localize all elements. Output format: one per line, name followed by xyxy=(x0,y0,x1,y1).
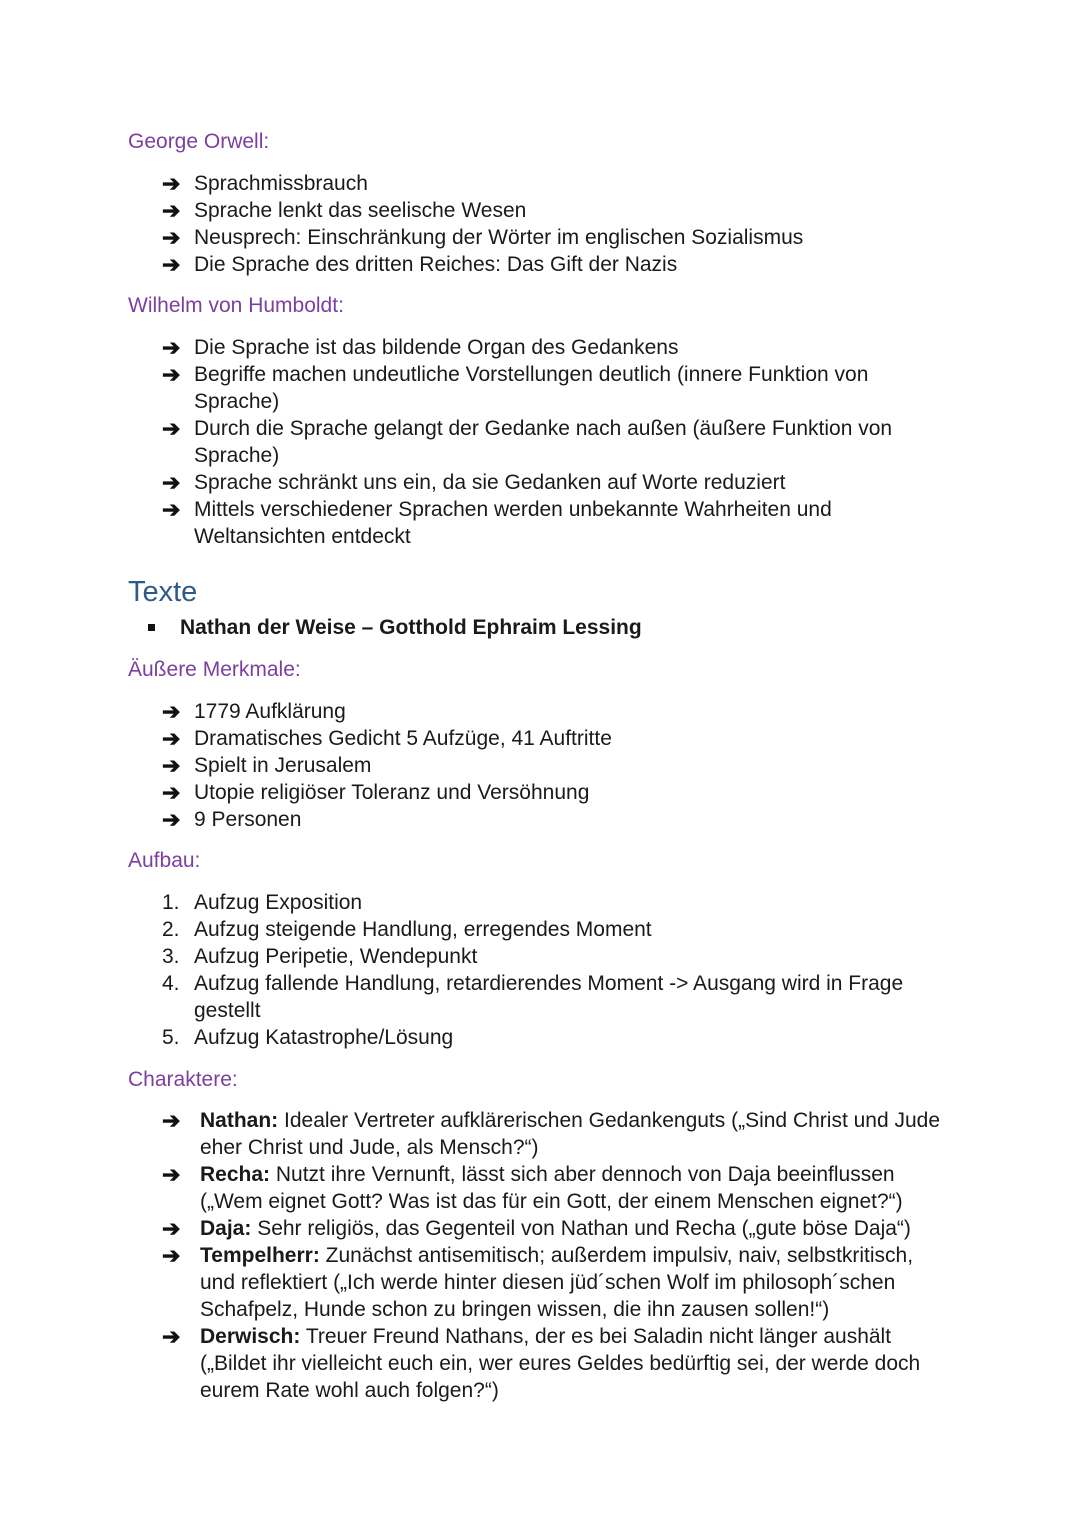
list-item: ➔ Tempelherr: Zunächst antisemitisch; außerdem impulsiv, naiv, selbstkritisch, und reflektiert („Ich werde hinter diesen jüd´schen Wolf im philosoph´schen Schafpelz, Hunde schon zu bringen wissen, die ihn zausen sollen!“) xyxy=(162,1243,914,1321)
heading-charaktere: Charaktere: xyxy=(128,1068,238,1091)
arrow-right-icon: ➔ xyxy=(162,753,181,778)
list-item: ➔ Begriffe machen undeutliche Vorstellungen deutlich (innere Funktion von Sprache) xyxy=(162,362,869,413)
heading-texte: Texte xyxy=(128,576,198,608)
list-item: ➔ Die Sprache des dritten Reiches: Das Gift der Nazis xyxy=(162,252,678,277)
list-item: 3. Aufzug Peripetie, Wendepunkt xyxy=(162,945,478,968)
square-bullet-icon xyxy=(148,624,155,631)
heading-humboldt: Wilhelm von Humboldt: xyxy=(128,294,344,317)
arrow-right-icon: ➔ xyxy=(162,699,181,724)
arrow-right-icon: ➔ xyxy=(162,497,181,522)
list-item: ➔ Sprache lenkt das seelische Wesen xyxy=(162,198,527,223)
list-item: ➔ 1779 Aufklärung xyxy=(162,699,346,724)
heading-orwell: George Orwell: xyxy=(128,130,270,153)
arrow-right-icon: ➔ xyxy=(162,362,181,387)
list-item: 1. Aufzug Exposition xyxy=(162,891,363,914)
list-item: ➔ Durch die Sprache gelangt der Gedanke nach außen (äußere Funktion von Sprache) xyxy=(162,416,893,467)
list-aufbau xyxy=(162,889,942,1051)
arrow-right-icon: ➔ xyxy=(162,1216,181,1241)
arrow-right-icon: ➔ xyxy=(162,1243,181,1268)
arrow-right-icon: ➔ xyxy=(162,726,181,751)
arrow-right-icon: ➔ xyxy=(162,780,181,805)
list-item: ➔ Daja: Sehr religiös, das Gegenteil von Nathan und Recha („gute böse Daja“) xyxy=(162,1216,911,1241)
list-item: 4. Aufzug fallende Handlung, retardierendes Moment -> Ausgang wird in Frage gestellt xyxy=(162,972,904,1022)
list-item: ➔ Sprache schränkt uns ein, da sie Gedanken auf Worte reduziert xyxy=(162,470,786,495)
list-item: 5. Aufzug Katastrophe/Lösung xyxy=(162,1026,454,1049)
arrow-right-icon: ➔ xyxy=(162,335,181,360)
list-item: 2. Aufzug steigende Handlung, erregendes Moment xyxy=(162,918,652,941)
arrow-right-icon: ➔ xyxy=(162,807,181,832)
arrow-right-icon: ➔ xyxy=(162,198,181,223)
list-item: ➔ Utopie religiöser Toleranz und Versöhnung xyxy=(162,780,590,805)
list-item: ➔ Nathan: Idealer Vertreter aufklärerischen Gedankenguts („Sind Christ und Jude eher Christ und Jude, als Mensch?“) xyxy=(162,1108,941,1159)
work-title: Nathan der Weise – Gotthold Ephraim Lessing xyxy=(180,616,642,639)
list-merkmale xyxy=(162,698,922,833)
list-item: ➔ Dramatisches Gedicht 5 Aufzüge, 41 Auftritte xyxy=(162,726,612,751)
heading-merkmale: Äußere Merkmale: xyxy=(128,658,301,681)
arrow-right-icon: ➔ xyxy=(162,252,181,277)
arrow-right-icon: ➔ xyxy=(162,1162,181,1187)
list-item: ➔ Sprachmissbrauch xyxy=(162,171,368,196)
list-item: ➔ Die Sprache ist das bildende Organ des Gedankens xyxy=(162,335,679,360)
arrow-right-icon: ➔ xyxy=(162,1108,181,1133)
list-item: ➔ Recha: Nutzt ihre Vernunft, lässt sich aber dennoch von Daja beeinflussen („Wem eignet Gott? Was ist das für ein Gott, der einem Menschen eignet?“) xyxy=(162,1162,903,1213)
arrow-right-icon: ➔ xyxy=(162,470,181,495)
list-item: ➔ Neusprech: Einschränkung der Wörter im englischen Sozialismus xyxy=(162,225,804,250)
list-item: ➔ Derwisch: Treuer Freund Nathans, der es bei Saladin nicht länger aushält („Bildet ihr vielleicht euch ein, wer eures Geldes bedürftig sei, der werde doch eurem Rate wohl auch folgen?“) xyxy=(162,1324,921,1402)
list-orwell xyxy=(162,170,922,278)
arrow-right-icon: ➔ xyxy=(162,225,181,250)
list-item: ➔ 9 Personen xyxy=(162,807,302,832)
list-humboldt xyxy=(162,334,932,550)
arrow-right-icon: ➔ xyxy=(162,1324,181,1349)
arrow-right-icon: ➔ xyxy=(162,171,181,196)
list-charaktere xyxy=(162,1107,952,1404)
heading-aufbau: Aufbau: xyxy=(128,849,201,872)
arrow-right-icon: ➔ xyxy=(162,416,181,441)
list-item: ➔ Mittels verschiedener Sprachen werden unbekannte Wahrheiten und Weltansichten entdeckt xyxy=(162,497,832,548)
list-item: ➔ Spielt in Jerusalem xyxy=(162,753,372,778)
